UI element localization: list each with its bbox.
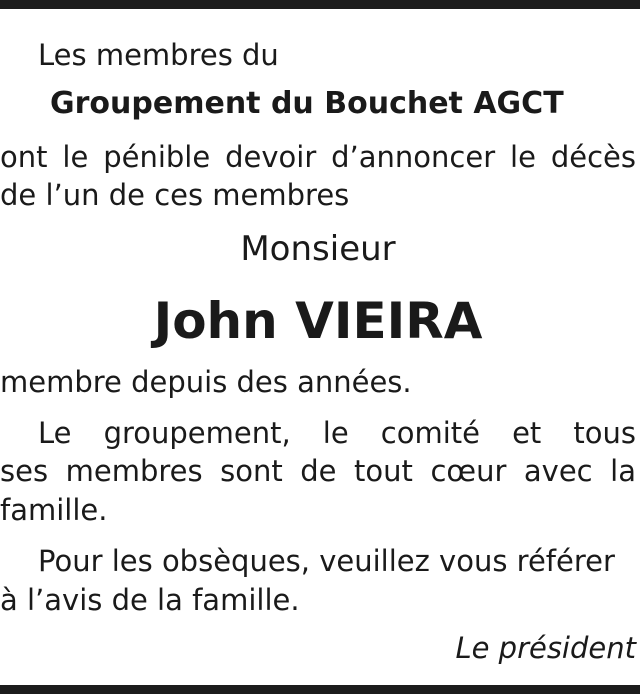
condolence-line-2: ses membres sont de tout cœur avec la <box>0 454 636 488</box>
organization-name: Groupement du Bouchet AGCT <box>50 86 564 121</box>
signature: Le président <box>455 631 636 665</box>
announcement-line-2: de l’un de ces membres <box>0 178 350 212</box>
top-border-rule <box>0 0 640 9</box>
membership-text: membre depuis des années. <box>0 365 412 399</box>
announcement-line-1: ont le pénible devoir d’annoncer le décès <box>0 140 636 174</box>
funeral-line-2: à l’avis de la famille. <box>0 583 300 617</box>
funeral-line-1: Pour les obsèques, veuillez vous référer <box>38 544 615 578</box>
condolence-line-1: Le groupement, le comité et tous <box>38 416 636 450</box>
honorific: Monsieur <box>240 229 396 269</box>
bottom-border-rule <box>0 685 640 694</box>
deceased-name: John VIEIRA <box>153 292 483 350</box>
condolence-line-3: famille. <box>0 493 108 527</box>
intro-text: Les membres du <box>38 38 279 72</box>
